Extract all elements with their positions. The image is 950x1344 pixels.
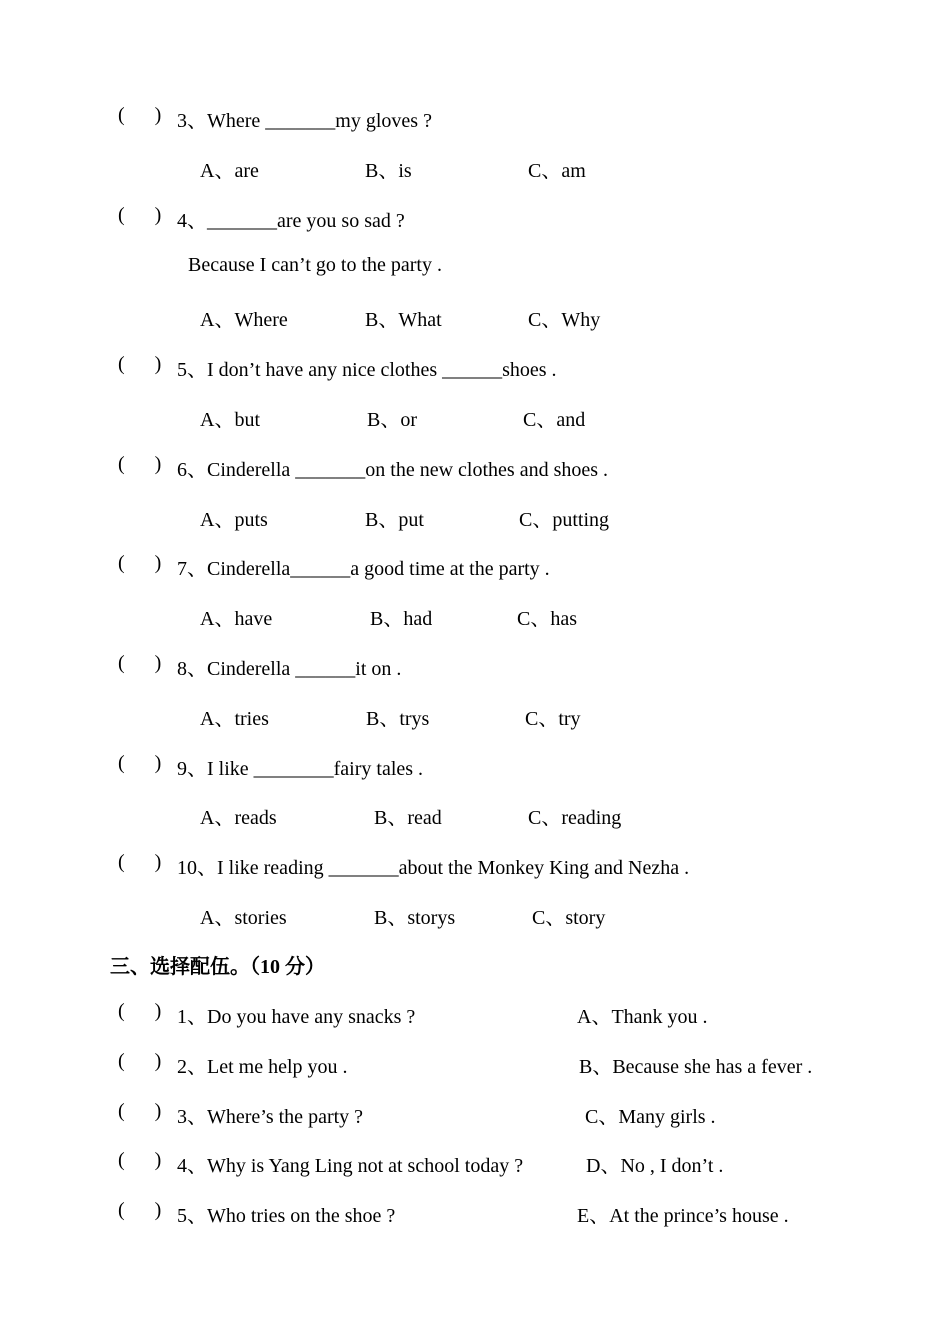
question-text: 7、Cinderella______a good time at the party . (177, 558, 550, 580)
match-question: 5、Who tries on the shoe ? (177, 1205, 396, 1227)
option-a: A、have (200, 608, 273, 630)
section-title: 三、选择配伍。（10 分） (110, 956, 325, 978)
match-answer: D、No , I don’t . (586, 1155, 724, 1177)
question-text: 5、I don’t have any nice clothes ______shoes . (177, 359, 557, 381)
answer-paren: ( ) (118, 552, 162, 574)
answer-paren: ( ) (118, 353, 162, 375)
option-a: A、puts (200, 509, 268, 531)
option-c: C、story (532, 907, 606, 929)
answer-paren: ( ) (118, 1149, 162, 1171)
match-question: 3、Where’s the party ? (177, 1106, 364, 1128)
option-a: A、stories (200, 907, 287, 929)
answer-paren: ( ) (118, 1050, 162, 1072)
question-subtext: Because I can’t go to the party . (188, 254, 442, 276)
option-a: A、Where (200, 309, 288, 331)
question-text: 4、_______are you so sad ? (177, 210, 405, 232)
option-c: C、try (525, 708, 581, 730)
option-b: B、had (370, 608, 433, 630)
answer-paren: ( ) (118, 1100, 162, 1122)
match-question: 2、Let me help you . (177, 1056, 348, 1078)
option-c: C、am (528, 160, 586, 182)
answer-paren: ( ) (118, 652, 162, 674)
option-b: B、trys (366, 708, 430, 730)
match-answer: E、At the prince’s house . (577, 1205, 789, 1227)
option-b: B、read (374, 807, 442, 829)
option-c: C、putting (519, 509, 610, 531)
question-text: 10、I like reading _______about the Monkey King and Nezha . (177, 857, 690, 879)
option-a: A、tries (200, 708, 269, 730)
question-text: 8、Cinderella ______it on . (177, 658, 402, 680)
option-a: A、are (200, 160, 259, 182)
answer-paren: ( ) (118, 851, 162, 873)
option-c: C、and (523, 409, 586, 431)
option-b: B、or (367, 409, 417, 431)
answer-paren: ( ) (118, 204, 162, 226)
answer-paren: ( ) (118, 104, 162, 126)
question-text: 6、Cinderella _______on the new clothes and shoes . (177, 459, 609, 481)
match-answer: C、Many girls . (585, 1106, 716, 1128)
option-b: B、What (365, 309, 442, 331)
option-b: B、is (365, 160, 412, 182)
option-c: C、has (517, 608, 577, 630)
option-b: B、storys (374, 907, 456, 929)
match-question: 1、Do you have any snacks ? (177, 1006, 416, 1028)
option-a: A、reads (200, 807, 277, 829)
answer-paren: ( ) (118, 1199, 162, 1221)
question-text: 3、Where _______my gloves ? (177, 110, 432, 132)
match-answer: A、Thank you . (577, 1006, 708, 1028)
option-a: A、but (200, 409, 260, 431)
option-b: B、put (365, 509, 424, 531)
option-c: C、reading (528, 807, 622, 829)
answer-paren: ( ) (118, 752, 162, 774)
match-answer: B、Because she has a fever . (579, 1056, 813, 1078)
answer-paren: ( ) (118, 1000, 162, 1022)
question-text: 9、I like ________fairy tales . (177, 758, 424, 780)
option-c: C、Why (528, 309, 601, 331)
answer-paren: ( ) (118, 453, 162, 475)
match-question: 4、Why is Yang Ling not at school today ? (177, 1155, 524, 1177)
